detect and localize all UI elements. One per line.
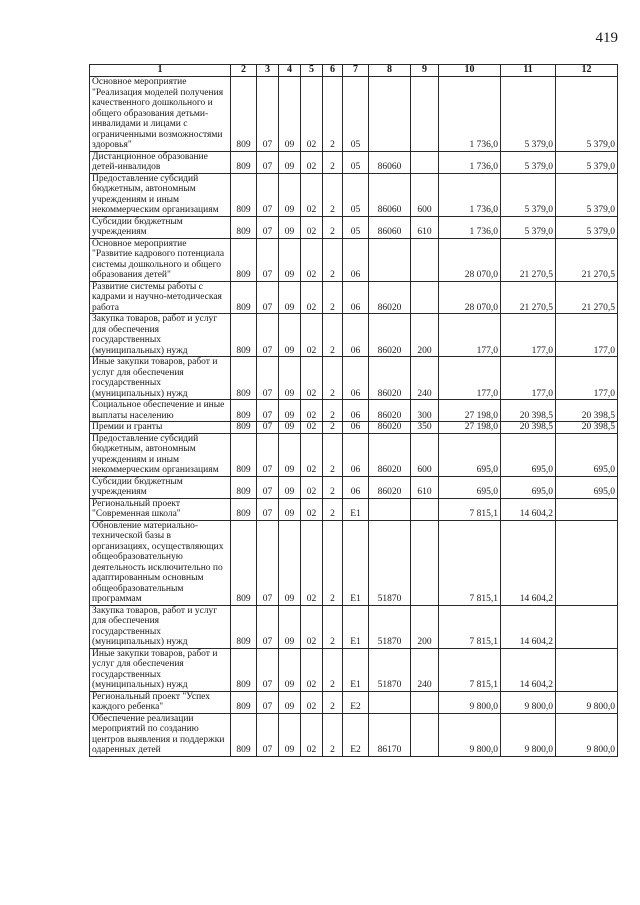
- cell-c7: 06: [343, 281, 369, 314]
- cell-c3: 07: [257, 422, 279, 434]
- row-name: Региональный проект "Современная школа": [90, 498, 231, 520]
- cell-c11: 21 270,5: [501, 281, 556, 314]
- column-header: 9: [411, 65, 439, 77]
- cell-c5: 02: [301, 498, 323, 520]
- cell-c8: 86020: [369, 476, 411, 498]
- cell-c9: [411, 520, 439, 605]
- table-row: [90, 476, 618, 498]
- cell-c11: 20 398,5: [501, 422, 556, 434]
- row-name: Предоставление субсидий бюджетным, автономным учреждениям и иным некоммерческим организациям: [90, 433, 231, 476]
- cell-c7: E1: [343, 605, 369, 648]
- cell-c9: 200: [411, 314, 439, 357]
- cell-c8: 51870: [369, 648, 411, 691]
- row-name: Субсидии бюджетным учреждениям: [90, 476, 231, 498]
- column-header: 7: [343, 65, 369, 77]
- cell-c3: 07: [257, 498, 279, 520]
- cell-c3: 07: [257, 151, 279, 173]
- cell-c7: 06: [343, 238, 369, 281]
- cell-c12: 177,0: [556, 314, 618, 357]
- cell-c11: 21 270,5: [501, 238, 556, 281]
- cell-c3: 07: [257, 691, 279, 713]
- cell-c10: 7 815,1: [439, 605, 501, 648]
- cell-c2: 809: [231, 433, 257, 476]
- cell-c9: [411, 498, 439, 520]
- cell-c12: 177,0: [556, 357, 618, 400]
- cell-c2: 809: [231, 713, 257, 756]
- cell-c6: 2: [323, 498, 343, 520]
- cell-c2: 809: [231, 77, 257, 152]
- cell-c4: 09: [279, 713, 301, 756]
- cell-c4: 09: [279, 314, 301, 357]
- cell-c4: 09: [279, 476, 301, 498]
- cell-c12: 5 379,0: [556, 77, 618, 152]
- cell-c8: 51870: [369, 520, 411, 605]
- cell-c8: 86020: [369, 314, 411, 357]
- cell-c12: 9 800,0: [556, 691, 618, 713]
- column-header: 2: [231, 65, 257, 77]
- cell-c6: 2: [323, 400, 343, 422]
- row-name: Предоставление субсидий бюджетным, автономным учреждениям и иным некоммерческим организациям: [90, 173, 231, 216]
- cell-c12: 5 379,0: [556, 216, 618, 238]
- page-number: 419: [595, 30, 618, 46]
- cell-c2: 809: [231, 476, 257, 498]
- cell-c7: 06: [343, 422, 369, 434]
- cell-c4: 09: [279, 400, 301, 422]
- cell-c6: 2: [323, 173, 343, 216]
- cell-c7: 06: [343, 476, 369, 498]
- cell-c5: 02: [301, 77, 323, 152]
- row-name: Закупка товаров, работ и услуг для обеспечения государственных (муниципальных) нужд: [90, 605, 231, 648]
- cell-c7: 06: [343, 433, 369, 476]
- cell-c5: 02: [301, 520, 323, 605]
- cell-c6: 2: [323, 691, 343, 713]
- cell-c5: 02: [301, 713, 323, 756]
- cell-c7: E1: [343, 648, 369, 691]
- cell-c9: 200: [411, 605, 439, 648]
- cell-c12: 21 270,5: [556, 238, 618, 281]
- row-name: Закупка товаров, работ и услуг для обеспечения государственных (муниципальных) нужд: [90, 314, 231, 357]
- row-name: Премии и гранты: [90, 422, 231, 434]
- budget-table: [89, 64, 618, 757]
- cell-c8: [369, 498, 411, 520]
- cell-c6: 2: [323, 151, 343, 173]
- cell-c4: 09: [279, 281, 301, 314]
- row-name: Основное мероприятие "Реализация моделей получения качественного дошкольного и общего образования детьми-инвалидами и лицами с ограниченными возможностями здоровья": [90, 77, 231, 152]
- cell-c5: 02: [301, 357, 323, 400]
- table-row: [90, 77, 618, 152]
- column-header: 6: [323, 65, 343, 77]
- cell-c9: 350: [411, 422, 439, 434]
- cell-c5: 02: [301, 173, 323, 216]
- cell-c10: 27 198,0: [439, 422, 501, 434]
- cell-c10: 177,0: [439, 357, 501, 400]
- cell-c4: 09: [279, 691, 301, 713]
- cell-c8: 86060: [369, 173, 411, 216]
- cell-c3: 07: [257, 605, 279, 648]
- cell-c12: [556, 520, 618, 605]
- column-header: 1: [90, 65, 231, 77]
- cell-c6: 2: [323, 713, 343, 756]
- cell-c10: 695,0: [439, 476, 501, 498]
- cell-c4: 09: [279, 173, 301, 216]
- cell-c6: 2: [323, 77, 343, 152]
- cell-c5: 02: [301, 476, 323, 498]
- cell-c9: 600: [411, 173, 439, 216]
- cell-c2: 809: [231, 648, 257, 691]
- cell-c2: 809: [231, 216, 257, 238]
- cell-c5: 02: [301, 216, 323, 238]
- cell-c4: 09: [279, 238, 301, 281]
- cell-c9: [411, 238, 439, 281]
- cell-c10: 9 800,0: [439, 713, 501, 756]
- cell-c9: 240: [411, 357, 439, 400]
- row-name: Развитие системы работы с кадрами и научно-методическая работа: [90, 281, 231, 314]
- cell-c11: 695,0: [501, 433, 556, 476]
- cell-c10: 177,0: [439, 314, 501, 357]
- cell-c7: 06: [343, 357, 369, 400]
- cell-c10: 695,0: [439, 433, 501, 476]
- cell-c12: 9 800,0: [556, 713, 618, 756]
- table-row: [90, 173, 618, 216]
- cell-c7: E2: [343, 691, 369, 713]
- cell-c4: 09: [279, 357, 301, 400]
- cell-c2: 809: [231, 400, 257, 422]
- cell-c3: 07: [257, 400, 279, 422]
- cell-c3: 07: [257, 476, 279, 498]
- cell-c5: 02: [301, 433, 323, 476]
- cell-c11: 14 604,2: [501, 605, 556, 648]
- column-header: 10: [439, 65, 501, 77]
- cell-c3: 07: [257, 520, 279, 605]
- table-row: [90, 357, 618, 400]
- cell-c2: 809: [231, 498, 257, 520]
- cell-c5: 02: [301, 605, 323, 648]
- cell-c4: 09: [279, 648, 301, 691]
- cell-c2: 809: [231, 357, 257, 400]
- cell-c9: 610: [411, 476, 439, 498]
- cell-c9: 240: [411, 648, 439, 691]
- column-header: 12: [556, 65, 618, 77]
- cell-c8: 86170: [369, 713, 411, 756]
- cell-c10: 1 736,0: [439, 77, 501, 152]
- cell-c12: 5 379,0: [556, 151, 618, 173]
- cell-c9: [411, 713, 439, 756]
- cell-c10: 7 815,1: [439, 520, 501, 605]
- cell-c8: [369, 77, 411, 152]
- cell-c2: 809: [231, 238, 257, 281]
- cell-c11: 9 800,0: [501, 691, 556, 713]
- row-name: Субсидии бюджетным учреждениям: [90, 216, 231, 238]
- cell-c8: 86020: [369, 422, 411, 434]
- cell-c11: 20 398,5: [501, 400, 556, 422]
- cell-c3: 07: [257, 357, 279, 400]
- cell-c3: 07: [257, 238, 279, 281]
- table-row: [90, 713, 618, 756]
- cell-c8: 86020: [369, 357, 411, 400]
- row-name: Иные закупки товаров, работ и услуг для обеспечения государственных (муниципальных) нужд: [90, 648, 231, 691]
- cell-c2: 809: [231, 422, 257, 434]
- cell-c2: 809: [231, 314, 257, 357]
- cell-c10: 7 815,1: [439, 648, 501, 691]
- cell-c5: 02: [301, 691, 323, 713]
- cell-c3: 07: [257, 713, 279, 756]
- cell-c9: [411, 151, 439, 173]
- cell-c4: 09: [279, 605, 301, 648]
- cell-c6: 2: [323, 216, 343, 238]
- cell-c7: 05: [343, 151, 369, 173]
- cell-c3: 07: [257, 281, 279, 314]
- cell-c5: 02: [301, 400, 323, 422]
- cell-c5: 02: [301, 281, 323, 314]
- cell-c11: 14 604,2: [501, 648, 556, 691]
- row-name: Обновление материально-технической базы в организациях, осуществляющих общеобразовательную деятельность исключительно по адаптированным основным общеобразовательным программам: [90, 520, 231, 605]
- table-row: [90, 400, 618, 422]
- cell-c3: 07: [257, 314, 279, 357]
- cell-c12: 695,0: [556, 433, 618, 476]
- cell-c2: 809: [231, 520, 257, 605]
- cell-c11: 9 800,0: [501, 713, 556, 756]
- cell-c10: 1 736,0: [439, 173, 501, 216]
- cell-c8: 86060: [369, 151, 411, 173]
- cell-c10: 9 800,0: [439, 691, 501, 713]
- cell-c9: [411, 281, 439, 314]
- cell-c12: 20 398,5: [556, 422, 618, 434]
- cell-c8: 86020: [369, 281, 411, 314]
- column-header: 5: [301, 65, 323, 77]
- cell-c6: 2: [323, 648, 343, 691]
- cell-c8: 86020: [369, 400, 411, 422]
- cell-c3: 07: [257, 433, 279, 476]
- cell-c5: 02: [301, 151, 323, 173]
- cell-c9: 600: [411, 433, 439, 476]
- cell-c6: 2: [323, 605, 343, 648]
- table-row: [90, 691, 618, 713]
- header-row: [90, 65, 618, 77]
- cell-c7: 06: [343, 400, 369, 422]
- row-name: Обеспечение реализации мероприятий по созданию центров выявления и поддержки одаренных детей: [90, 713, 231, 756]
- cell-c6: 2: [323, 476, 343, 498]
- cell-c7: 05: [343, 216, 369, 238]
- table-row: [90, 648, 618, 691]
- table-row: [90, 520, 618, 605]
- cell-c8: 51870: [369, 605, 411, 648]
- cell-c7: 06: [343, 314, 369, 357]
- cell-c12: 21 270,5: [556, 281, 618, 314]
- cell-c3: 07: [257, 173, 279, 216]
- cell-c4: 09: [279, 498, 301, 520]
- cell-c6: 2: [323, 433, 343, 476]
- cell-c3: 07: [257, 77, 279, 152]
- cell-c10: 27 198,0: [439, 400, 501, 422]
- cell-c11: 14 604,2: [501, 520, 556, 605]
- row-name: Иные закупки товаров, работ и услуг для обеспечения государственных (муниципальных) нужд: [90, 357, 231, 400]
- cell-c8: [369, 691, 411, 713]
- row-name: Дистанционное образование детей-инвалидов: [90, 151, 231, 173]
- cell-c10: 7 815,1: [439, 498, 501, 520]
- cell-c6: 2: [323, 357, 343, 400]
- cell-c8: 86060: [369, 216, 411, 238]
- column-header: 8: [369, 65, 411, 77]
- cell-c12: [556, 648, 618, 691]
- cell-c4: 09: [279, 520, 301, 605]
- cell-c4: 09: [279, 77, 301, 152]
- cell-c5: 02: [301, 314, 323, 357]
- cell-c11: 695,0: [501, 476, 556, 498]
- cell-c5: 02: [301, 238, 323, 281]
- cell-c12: [556, 605, 618, 648]
- cell-c7: E2: [343, 713, 369, 756]
- cell-c7: E1: [343, 520, 369, 605]
- cell-c4: 09: [279, 422, 301, 434]
- cell-c6: 2: [323, 281, 343, 314]
- cell-c7: 05: [343, 173, 369, 216]
- cell-c11: 5 379,0: [501, 173, 556, 216]
- cell-c7: E1: [343, 498, 369, 520]
- column-header: 3: [257, 65, 279, 77]
- column-header: 4: [279, 65, 301, 77]
- table-row: [90, 605, 618, 648]
- cell-c6: 2: [323, 314, 343, 357]
- table-row: [90, 216, 618, 238]
- cell-c12: 695,0: [556, 476, 618, 498]
- cell-c9: 300: [411, 400, 439, 422]
- cell-c5: 02: [301, 422, 323, 434]
- cell-c8: [369, 238, 411, 281]
- row-name: Региональный проект "Успех каждого ребенка": [90, 691, 231, 713]
- cell-c7: 05: [343, 77, 369, 152]
- cell-c12: [556, 498, 618, 520]
- cell-c8: 86020: [369, 433, 411, 476]
- cell-c11: 177,0: [501, 357, 556, 400]
- cell-c2: 809: [231, 605, 257, 648]
- cell-c11: 5 379,0: [501, 216, 556, 238]
- cell-c9: [411, 77, 439, 152]
- cell-c2: 809: [231, 691, 257, 713]
- cell-c12: 20 398,5: [556, 400, 618, 422]
- cell-c3: 07: [257, 648, 279, 691]
- cell-c9: [411, 691, 439, 713]
- row-name: Социальное обеспечение и иные выплаты населению: [90, 400, 231, 422]
- cell-c10: 28 070,0: [439, 238, 501, 281]
- cell-c6: 2: [323, 520, 343, 605]
- column-header: 11: [501, 65, 556, 77]
- cell-c4: 09: [279, 216, 301, 238]
- cell-c11: 177,0: [501, 314, 556, 357]
- cell-c2: 809: [231, 281, 257, 314]
- cell-c10: 28 070,0: [439, 281, 501, 314]
- cell-c9: 610: [411, 216, 439, 238]
- table-row: [90, 422, 618, 434]
- cell-c10: 1 736,0: [439, 216, 501, 238]
- cell-c10: 1 736,0: [439, 151, 501, 173]
- table-row: [90, 433, 618, 476]
- cell-c11: 14 604,2: [501, 498, 556, 520]
- cell-c3: 07: [257, 216, 279, 238]
- cell-c4: 09: [279, 433, 301, 476]
- cell-c6: 2: [323, 422, 343, 434]
- table-row: [90, 151, 618, 173]
- cell-c5: 02: [301, 648, 323, 691]
- table-row: [90, 314, 618, 357]
- cell-c2: 809: [231, 173, 257, 216]
- cell-c12: 5 379,0: [556, 173, 618, 216]
- cell-c2: 809: [231, 151, 257, 173]
- cell-c11: 5 379,0: [501, 77, 556, 152]
- cell-c11: 5 379,0: [501, 151, 556, 173]
- table-row: [90, 238, 618, 281]
- cell-c4: 09: [279, 151, 301, 173]
- table-row: [90, 281, 618, 314]
- row-name: Основное мероприятие "Развитие кадрового потенциала системы дошкольного и общего образования детей": [90, 238, 231, 281]
- table-row: [90, 498, 618, 520]
- cell-c6: 2: [323, 238, 343, 281]
